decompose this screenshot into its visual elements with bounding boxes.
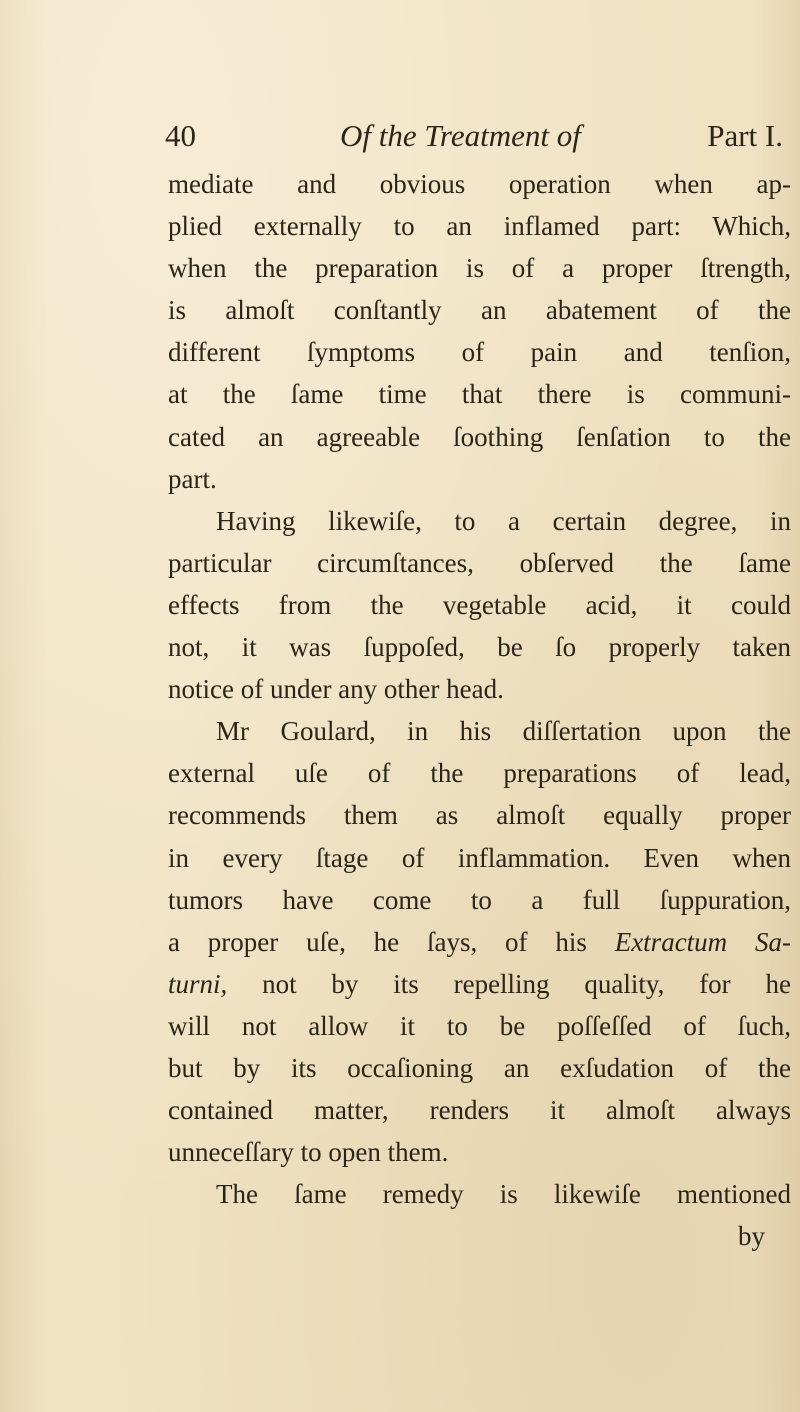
part-label: Part I. — [707, 118, 783, 153]
text-line: notice of under any other head. — [168, 674, 504, 705]
catchword: by — [738, 1221, 765, 1252]
text-line: not, it was ſuppoſed, be ſo properly taken — [168, 632, 791, 663]
text-line: The ſame remedy is likewiſe mentioned — [216, 1179, 791, 1210]
text-segment: a proper uſe, he ſays, of his — [168, 926, 587, 957]
text-line: in every ſtage of inflammation. Even when — [168, 842, 791, 873]
italic-term: Extractum Sa- — [614, 926, 791, 957]
italic-term: turni, — [168, 968, 228, 999]
text-line: at the ſame time that there is communi- — [168, 379, 791, 410]
text-line: when the preparation is of a proper ſtrength, — [168, 253, 791, 284]
text-line: effects from the vegetable acid, it could — [168, 589, 791, 620]
page-header — [165, 118, 783, 158]
text-line — [168, 963, 791, 1005]
text-line: unneceſſary to open them. — [168, 1137, 449, 1168]
text-line: recommends them as almoſt equally proper — [168, 800, 791, 831]
text-line: is almoſt conſtantly an abatement of the — [168, 295, 791, 326]
text-line: Mr Goulard, in his diſſertation upon the — [216, 716, 791, 747]
text-line: particular circumſtances, obſerved the ſame — [168, 547, 791, 578]
page-number: 40 — [165, 118, 196, 153]
text-line: cated an agreeable ſoothing ſenſation to the — [168, 421, 791, 452]
text-line: different ſymptoms of pain and tenſion, — [168, 337, 791, 368]
body-text — [168, 163, 791, 1257]
text-line: external uſe of the preparations of lead, — [168, 758, 791, 789]
running-title: Of the Treatment of — [340, 118, 581, 153]
text-segment: not by its repelling quality, for he — [262, 968, 791, 999]
text-line — [168, 921, 791, 963]
text-line: contained matter, renders it almoſt always — [168, 1095, 791, 1126]
text-line: but by its occaſioning an exſudation of the — [168, 1052, 791, 1083]
text-line: Having likewiſe, to a certain degree, in — [216, 505, 791, 536]
text-line: part. — [168, 463, 217, 494]
text-line: plied externally to an inflamed part: Which, — [168, 211, 791, 242]
text-line: tumors have come to a full ſuppuration, — [168, 884, 791, 915]
text-line: mediate and obvious operation when ap- — [168, 169, 791, 199]
text-line: will not allow it to be poſſeſſed of ſuch, — [168, 1010, 791, 1041]
